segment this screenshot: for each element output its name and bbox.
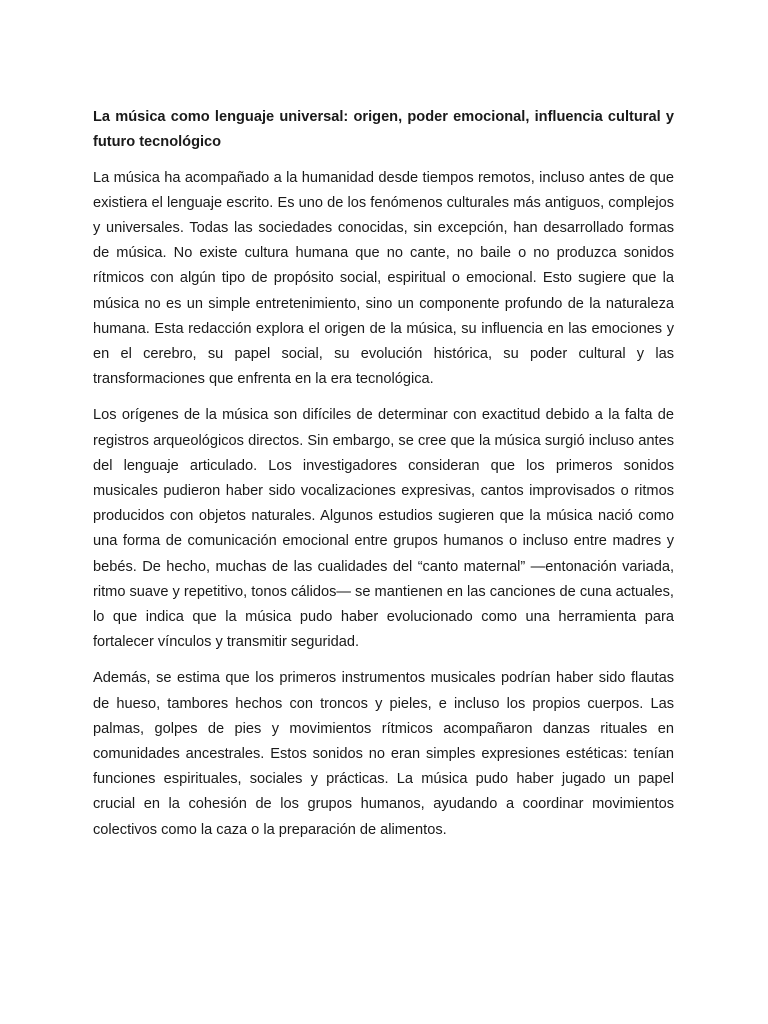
paragraph-intro: La música ha acompañado a la humanidad desde tiempos remotos, incluso antes de que existiera el lenguaje escrito. Es uno de los fenómenos culturales más antiguos, complejos y universales. Todas las sociedades conocidas, sin excepción, han desarrollado formas de música. No existe cultura humana que no cante, no baile o no produzca sonidos rítmicos con algún tipo de propósito social, espiritual o emocional. Esto sugiere que la música no es un simple entretenimiento, sino un componente profundo de la naturaleza humana. Esta redacción explora el origen de la música, su influencia en las emociones y en el cerebro, su papel social, su evolución histórica, su poder cultural y las transformaciones que enfrenta en la era tecnológica. xyxy=(93,169,674,388)
paragraph-origins: Los orígenes de la música son difíciles de determinar con exactitud debido a la falta de registros arqueológicos directos. Sin embargo, se cree que la música surgió incluso antes del lenguaje articulado. Los investigadores consideran que los primeros sonidos musicales pudieron haber sido vocalizaciones expresivas, cantos improvisados o ritmos producidos con objetos naturales. Algunos estudios sugieren que la música nació como una forma de comunicación emocional entre grupos humanos o incluso entre madres y bebés. De hecho, muchas de las cualidades del “canto maternal” —entonación variada, ritmo suave y repetitivo, tonos cálidos— se mantienen en las canciones de cuna actuales, lo que indica que la música pudo haber evolucionado como una herramienta para fortalecer vínculos y transmitir seguridad. xyxy=(93,407,674,651)
document-title: La música como lenguaje universal: origen, poder emocional, influencia cultural y futuro tecnológico xyxy=(93,109,674,151)
document-page xyxy=(93,105,674,1005)
paragraph-instruments: Además, se estima que los primeros instrumentos musicales podrían haber sido flautas de hueso, tambores hechos con troncos y pieles, e incluso los propios cuerpos. Las palmas, golpes de pies y movimientos rítmicos acompañaron danzas rituales en comunidades ancestrales. Estos sonidos no eran simples expresiones estéticas: tenían funciones espirituales, sociales y prácticas. La música pudo haber jugado un papel crucial en la cohesión de los grupos humanos, ayudando a coordinar movimientos colectivos como la caza o la preparación de alimentos. xyxy=(93,670,674,838)
